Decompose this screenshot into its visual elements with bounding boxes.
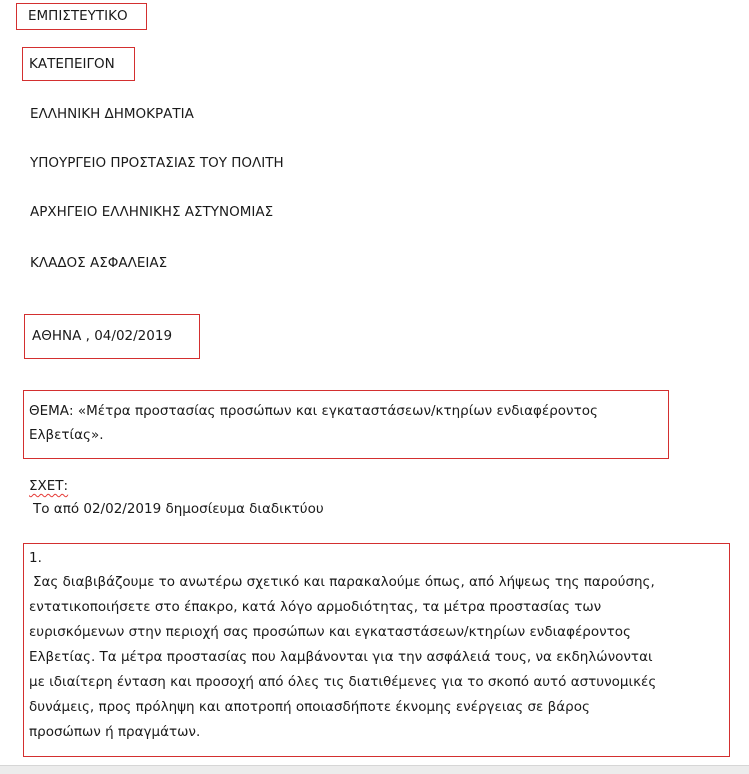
paragraph-line: εντατικοποιήσετε στο έπακρο, κατά λόγο αρμοδιότητας, τα μέτρα προστασίας των xyxy=(29,599,602,615)
paragraph-line: ευρισκόμενων στην περιοχή σας προσώπων και εγκαταστάσεων/κτηρίων ενδιαφέροντος xyxy=(29,624,631,640)
paragraph-line: με ιδιαίτερη ένταση και προσοχή από όλες τις διατιθέμενες για το σκοπό αυτό αστυνομικές xyxy=(29,674,657,690)
reference-label: ΣΧΕΤ: xyxy=(29,478,69,494)
paragraph-line: δυνάμεις, προς πρόληψη και αποτροπή οποιασδήποτε έκνομης ενέργειας σε βάρος xyxy=(29,699,590,715)
headquarters-name: ΑΡΧΗΓΕΙΟ ΕΛΛΗΝΙΚΗΣ ΑΣΤΥΝΟΜΙΑΣ xyxy=(30,204,274,220)
subject-box xyxy=(23,390,669,459)
paragraph-line: Ελβετίας. Τα μέτρα προστασίας που λαμβάνονται για την ασφάλειά τους, να εκδηλώνονται xyxy=(29,649,653,665)
paragraph-line: Σας διαβιβάζουμε το ανωτέρω σχετικό και παρακαλούμε όπως, από λήψεως της παρούσης, xyxy=(33,574,655,590)
branch-name: ΚΛΑΔΟΣ ΑΣΦΑΛΕΙΑΣ xyxy=(30,255,168,271)
place-date: ΑΘΗΝΑ , 04/02/2019 xyxy=(32,328,173,344)
classification-label: ΕΜΠΙΣΤΕΥΤΙΚΟ xyxy=(28,8,128,24)
priority-label: ΚΑΤΕΠΕΙΓΟΝ xyxy=(29,56,115,72)
reference-text: Το από 02/02/2019 δημοσίευμα διαδικτύου xyxy=(33,501,324,517)
paragraph-line: προσώπων ή πραγμάτων. xyxy=(29,724,201,740)
state-name: ΕΛΛΗΝΙΚΗ ΔΗΜΟΚΡΑΤΙΑ xyxy=(30,106,194,122)
ministry-name: ΥΠΟΥΡΓΕΙΟ ΠΡΟΣΤΑΣΙΑΣ ΤΟΥ ΠΟΛΙΤΗ xyxy=(30,155,284,171)
subject-line-2: Ελβετίας». xyxy=(29,427,104,443)
paragraph-text xyxy=(29,570,656,745)
subject-line-1: ΘΕΜΑ: «Μέτρα προστασίας προσώπων και εγκαταστάσεων/κτηρίων ενδιαφέροντος xyxy=(29,403,598,419)
paragraph-number: 1. xyxy=(29,550,42,566)
